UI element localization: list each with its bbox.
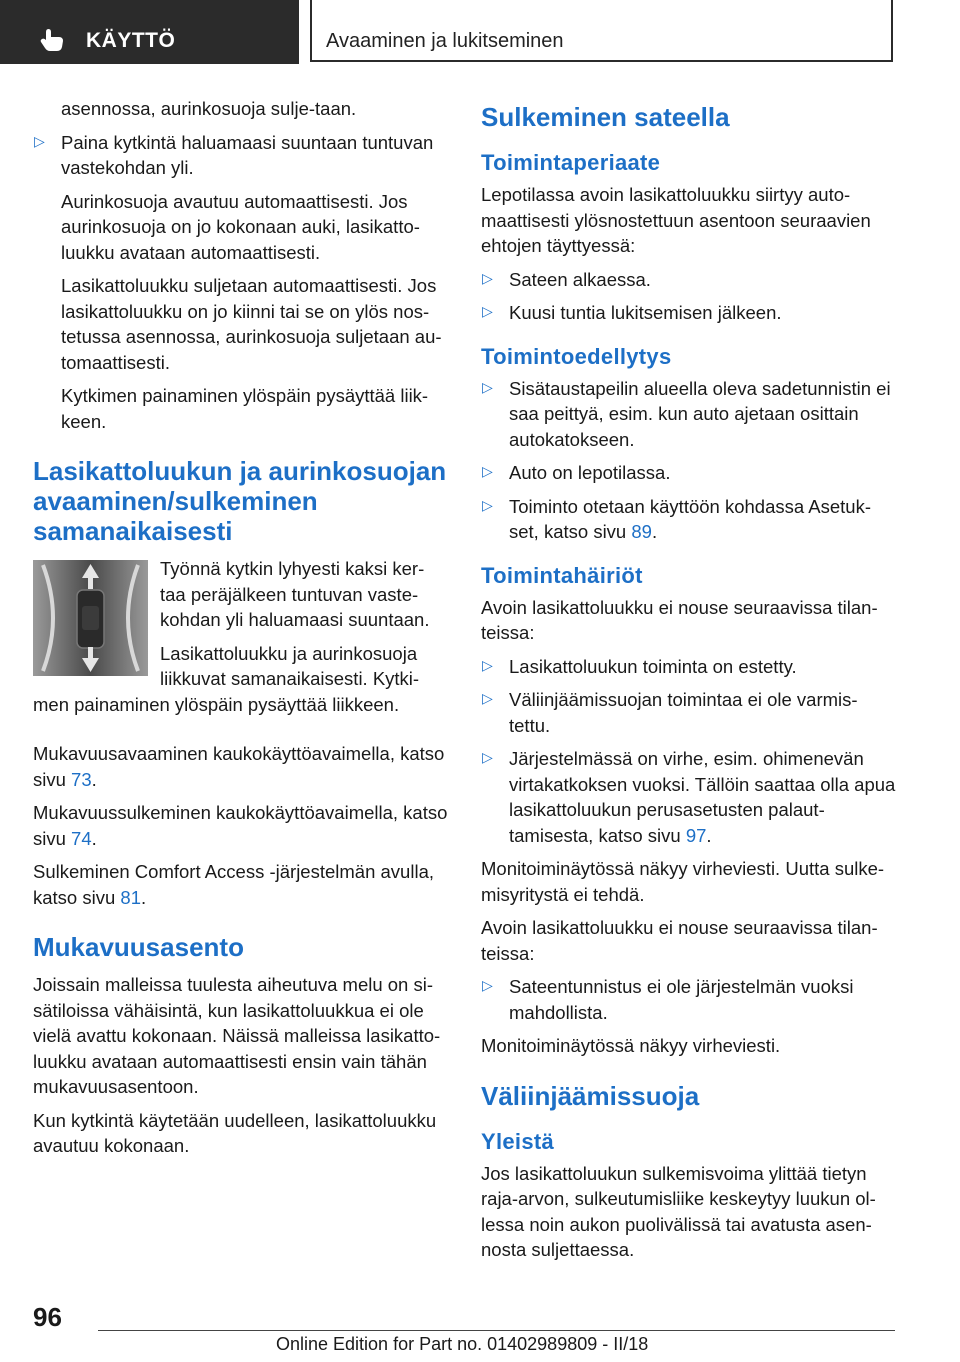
paragraph: Aurinkosuoja avautuu automaattisesti. Jos aurinkosuoja on jo kokonaan auki, lasikatto-luukku avataan automaattisesti. (61, 190, 420, 263)
list-item (481, 974, 896, 1025)
paragraph: Avoin lasikattoluukku ei nouse seuraavissa tilan-teissa: (481, 917, 878, 964)
paragraph: Lasikattoluukku ja aurinkosuoja liikkuvat samanaikaisesti. Kytki-men painaminen ylöspäin pysäyttää liikkeen. (33, 642, 420, 715)
page-link[interactable]: 89 (631, 521, 652, 542)
hand-pointer-icon (40, 28, 66, 52)
list-item (33, 130, 448, 181)
paragraph: Avoin lasikattoluukku ei nouse seuraavissa tilan-teissa: (481, 596, 878, 643)
heading-requirements: Toimintoedellytys (481, 343, 672, 369)
roof-switch-image (33, 560, 148, 676)
triangle-bullet-icon: ▷ (482, 656, 493, 673)
heading-general: Yleistä (481, 1128, 555, 1154)
heading-comfort-position: Mukavuusasento (33, 932, 244, 962)
paragraph-text: Mukavuusavaaminen kaukokäyttöavaimella, katso sivu (33, 743, 445, 790)
paragraph: Työnnä kytkin lyhyesti kaksi ker-taa peräjälkeen tuntuvan vaste-kohdan yli haluamaasi suuntaan. (160, 558, 430, 630)
header-section-tab (0, 0, 299, 64)
triangle-bullet-icon: ▷ (482, 463, 493, 479)
paragraph: Monitoiminäytössä näkyy virheviesti. (481, 1035, 781, 1056)
paragraph: Kun kytkintä käytetään uudelleen, lasikattoluukku avautuu kokonaan. (33, 1109, 437, 1156)
heading-pinch-protection: Väliinjäämissuoja (481, 1080, 700, 1111)
paragraph: Mukavuusavaaminen kaukokäyttöavaimella, katso sivu 73. (33, 743, 445, 790)
header-section-label: KÄYTTÖ (86, 29, 176, 52)
list-item-text-part: Toiminto otetaan käyttöön kohdassa Asetuk-set, katso sivu (509, 495, 871, 542)
heading-principle: Toimintaperiaate (481, 150, 661, 175)
paragraph: Jos lasikattoluukun sulkemisvoima ylittää tietyn raja-arvon, sulkeutumisliike keskeytyy luukun ol-lessa noin aukon puolivälissä tai avatusta asen-nosta suljettaessa. (481, 1162, 876, 1260)
list-item (481, 300, 896, 326)
list-item-text: Sateen alkaessa. (509, 268, 651, 290)
switch-illustration (33, 560, 148, 676)
page-link[interactable]: 74 (71, 827, 92, 849)
list-item (481, 494, 896, 545)
list-item-text: Järjestelmässä on virhe, esim. ohimenevän virtakatkoksen vuoksi. Tällöin saattaa olla apua lasikattoluukun perusasetusten palaut-tamisesta, katso sivu 97. (509, 748, 896, 846)
triangle-bullet-icon: ▷ (482, 496, 493, 513)
list-item (481, 687, 896, 738)
list-item-text-part: Järjestelmässä on virhe, esim. ohimenevän virtakatkoksen vuoksi. Tällöin saattaa olla apua lasikattoluukun perusasetusten palaut-tamisesta, katso sivu (509, 748, 896, 846)
paragraph-text: Mukavuussulkeminen kaukokäyttöavaimella, katso sivu (33, 802, 448, 849)
list-item-text: Kuusi tuntia lukitsemisen jälkeen. (509, 302, 782, 323)
page-link[interactable]: 73 (71, 768, 92, 790)
triangle-bullet-icon: ▷ (482, 690, 493, 706)
heading-malfunctions: Toimintahäiriöt (481, 562, 643, 588)
list-item-text: Toiminto otetaan käyttöön kohdassa Asetuk-set, katso sivu 89. (509, 495, 871, 542)
heading-simultaneous: Lasikattoluukun ja aurinkosuojan avaaminen/sulkeminen samanaikaisesti (33, 456, 447, 546)
paragraph: asennossa, aurinkosuoja sulje-taan. (61, 98, 357, 119)
paragraph: Joissain malleissa tuulesta aiheutuva melu on si-sätiloissa vähäisintä, kun lasikattoluukkua ei ole vielä avattu kokonaan. Näissä malleissa lasikatto-luukku avataan automaattisesti ensin vain tähän mukavuusasentoon. (33, 974, 441, 1097)
page-link[interactable]: 81 (120, 886, 141, 908)
list-item-text: Sateentunnistus ei ole järjestelmän vuoksi mahdollista. (509, 976, 854, 1023)
page-link[interactable]: 97 (685, 824, 707, 846)
list-item (481, 746, 896, 848)
triangle-bullet-icon: ▷ (482, 269, 493, 286)
list-item-text: Lasikattoluukun toiminta on estetty. (509, 655, 797, 677)
triangle-bullet-icon: ▷ (482, 977, 493, 993)
paragraph: Lasikattoluukku suljetaan automaattisesti. Jos lasikattoluukku on jo kiinni tai se on ylös nos-tetussa asennossa, aurinkosuoja suljetaan au-tomaattisesti. (61, 275, 442, 373)
list-item (481, 460, 896, 486)
triangle-bullet-icon: ▷ (482, 303, 493, 319)
list-item (481, 376, 896, 453)
header-title: Avaaminen ja lukitseminen (326, 30, 564, 52)
list-item-text: Auto on lepotilassa. (509, 462, 671, 483)
list-item (481, 654, 896, 680)
list-item-text: Väliinjäämissuojan toimintaa ei ole varmis-tettu. (509, 689, 858, 736)
paragraph: Mukavuussulkeminen kaukokäyttöavaimella, katso sivu 74. (33, 802, 448, 849)
footer-edition: Online Edition for Part no. 01402989809 - II/18 (276, 1334, 649, 1354)
paragraph: Lepotilassa avoin lasikattoluukku siirtyy auto-maattisesti ylösnostettuun asentoon seuraavien ehtojen täyttyessä: (481, 184, 871, 256)
left-column (33, 96, 448, 1167)
heading-rain-closing: Sulkeminen sateella (481, 102, 730, 132)
list-item-text: Sisätaustapeilin alueella oleva sadetunnistin ei saa peittyä, esim. kun auto ajetaan osittain autokatokseen. (509, 377, 891, 450)
triangle-bullet-icon: ▷ (482, 378, 493, 395)
page-number: 96 (33, 1302, 62, 1332)
paragraph: Kytkimen painaminen ylöspäin pysäyttää liik-keen. (61, 385, 429, 432)
list-item (481, 267, 896, 293)
list-item-text: Paina kytkintä haluamaasi suuntaan tuntuvan vastekohdan yli. (61, 131, 434, 178)
paragraph-text: Sulkeminen Comfort Access -järjestelmän avulla, katso sivu (33, 861, 434, 908)
triangle-bullet-icon: ▷ (482, 749, 493, 765)
paragraph: Monitoiminäytössä näkyy virheviesti. Uutta sulke-misyritystä ei tehdä. (481, 858, 885, 905)
right-column (481, 96, 896, 1271)
paragraph: Sulkeminen Comfort Access -järjestelmän avulla, katso sivu 81. (33, 861, 434, 908)
footer-divider (98, 1330, 895, 1331)
triangle-bullet-icon: ▷ (34, 132, 45, 149)
